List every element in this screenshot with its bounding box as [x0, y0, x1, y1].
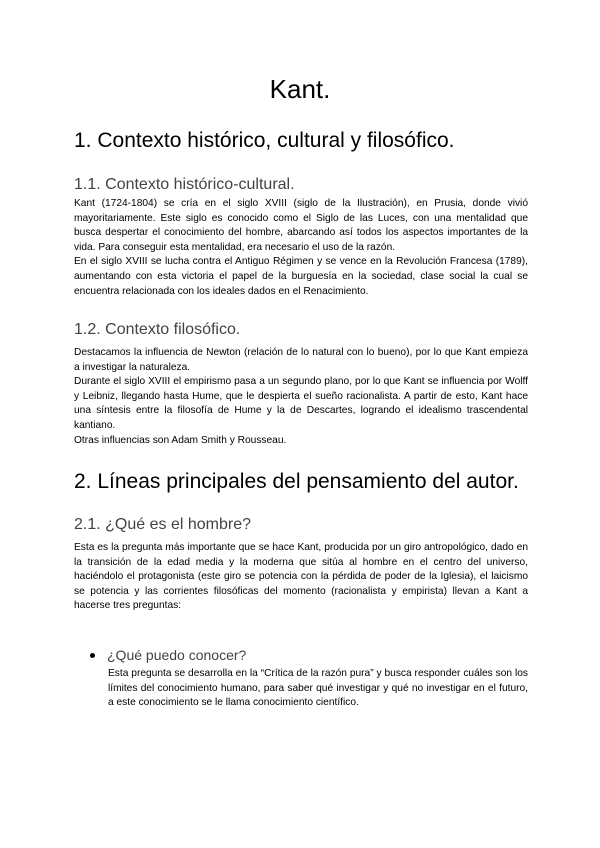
paragraph: Kant (1724-1804) se cría en el siglo XVIII (siglo de la Ilustración), en Prusia, donde vivió mayoritariamente. Este siglo es conocido como el Siglo de las Luces, con una mentalidad que busca despertar el conocimiento del hombre, abarcando así todos los aspectos importantes de la vida. Para conseguir esta mentalidad, era necesario el uso de la razón. [74, 198, 528, 253]
bullet-title: ¿Qué puedo conocer? [107, 647, 247, 663]
paragraph: En el siglo XVIII se lucha contra el Antiguo Régimen y se vence en la Revolución Francesa (1789), aumentando con esta victoria el papel de la burguesía en la sociedad, clase social la cual se encuentra relacionada con los ideales dados en el Renacimiento. [74, 256, 528, 297]
section-2-heading: 2. Líneas principales del pensamiento del autor. [74, 470, 519, 493]
section-1-2-heading: 1.2. Contexto filosófico. [74, 321, 241, 338]
paragraph: Destacamos la influencia de Newton (relación de lo natural con lo bueno), por lo que Kant empieza a investigar la naturaleza. [74, 347, 528, 373]
section-1-1-heading: 1.1. Contexto histórico-cultural. [74, 176, 295, 193]
document-title: Kant. [269, 74, 331, 104]
bullet-icon [90, 653, 95, 658]
bullet-body: Esta pregunta se desarrolla en la “Crítica de la razón pura” y busca responder cuáles son los límites del conocimiento humano, para saber qué investigar y qué no investigar en el futuro, a este conocimiento se le llama conocimiento científico. [108, 668, 528, 709]
bullet-item [90, 646, 246, 664]
section-1-1-body [74, 197, 528, 299]
section-2-1-heading: 2.1. ¿Qué es el hombre? [74, 516, 251, 533]
paragraph: Esta es la pregunta más importante que se hace Kant, producida por un giro antropológico, dado en la transición de la edad media y la moderna que sitúa al hombre en el centro del universo, haciéndolo el protagonista (este giro se potencia con la pérdida de poder de la Iglesia), el laicismo se potencia y las corrientes filosóficas del momento (racionalista y empirista) llevan a Kant a hacerse tres preguntas: [74, 542, 528, 612]
paragraph: Otras influencias son Adam Smith y Rousseau. [74, 434, 287, 446]
paragraph: Durante el siglo XVIII el empirismo pasa a un segundo plano, por lo que Kant se influencia por Wolff y Leibniz, llegando hasta Hume, que le despierta el sueño racionalista. A partir de esto, Kant hace una síntesis entre la filosofía de Hume y la de Descartes, logrando el idealismo trascendental kantiano. [74, 376, 528, 431]
section-1-heading: 1. Contexto histórico, cultural y filosófico. [74, 129, 455, 152]
section-1-2-body [74, 346, 528, 448]
section-2-1-body [74, 541, 528, 614]
